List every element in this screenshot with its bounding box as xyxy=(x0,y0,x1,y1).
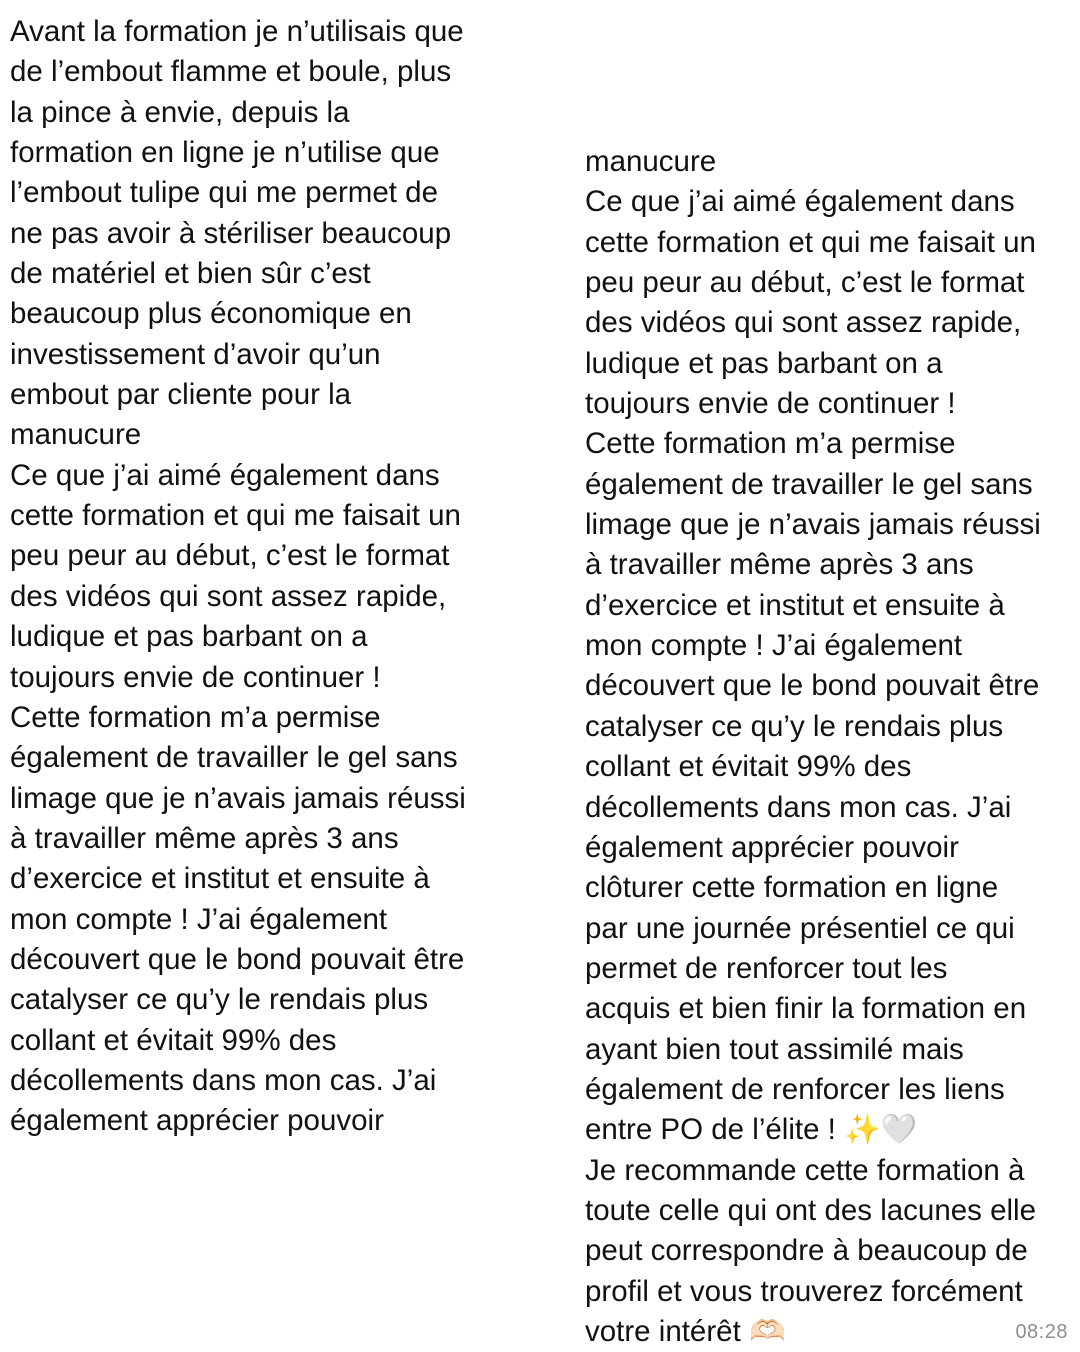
message-line: toujours envie de continuer ! xyxy=(585,387,956,421)
message-line: profil et vous trouverez forcément xyxy=(585,1274,1023,1308)
message-line: collant et évitait 99% des xyxy=(10,1023,337,1057)
message-line: par une journée présentiel ce qui xyxy=(585,911,1015,945)
message-line: à travailler même après 3 ans xyxy=(585,548,974,582)
message-line: toute celle qui ont des lacunes elle xyxy=(585,1193,1036,1227)
message-line: cette formation et qui me faisait un xyxy=(10,499,461,533)
message-line: décollements dans mon cas. J’ai xyxy=(585,790,1012,824)
message-line: catalyser ce qu’y le rendais plus xyxy=(10,983,429,1017)
message-line: cette formation et qui me faisait un xyxy=(585,225,1036,259)
message-line: peu peur au début, c’est le format xyxy=(10,539,450,573)
message-line: ayant bien tout assimilé mais xyxy=(585,1032,964,1066)
message-line: de l’embout flamme et boule, plus xyxy=(10,55,452,89)
message-text-right xyxy=(585,142,1080,1352)
message-line: des vidéos qui sont assez rapide, xyxy=(10,579,447,613)
message-line: entre PO de l’élite ! ✨🤍 xyxy=(585,1113,918,1147)
message-line: Ce que j’ai aimé également dans xyxy=(585,185,1015,219)
message-line: manucure xyxy=(585,145,717,178)
message-line: beaucoup plus économique en xyxy=(10,297,412,331)
message-line: la pince à envie, depuis la xyxy=(10,95,350,129)
message-line: Avant la formation je n’utilisais que xyxy=(10,15,464,48)
message-line: d’exercice et institut et ensuite à xyxy=(10,862,430,896)
message-line: à travailler même après 3 ans xyxy=(10,821,399,855)
message-line: décollements dans mon cas. J’ai xyxy=(10,1063,437,1097)
message-line: clôturer cette formation en ligne xyxy=(585,871,999,905)
message-line: collant et évitait 99% des xyxy=(585,750,912,784)
message-line: également apprécier pouvoir xyxy=(585,830,959,864)
message-line: catalyser ce qu’y le rendais plus xyxy=(585,709,1004,743)
message-bubble-right[interactable] xyxy=(575,140,1080,1350)
message-line: votre intérêt 🫶🏻 xyxy=(585,1314,786,1348)
message-line: limage que je n’avais jamais réussi xyxy=(585,508,1041,542)
message-line: d’exercice et institut et ensuite à xyxy=(585,588,1005,622)
message-line: découvert que le bond pouvait être xyxy=(10,942,465,976)
message-line: manucure xyxy=(10,418,142,452)
message-line: Cette formation m’a permise xyxy=(585,427,956,461)
message-line: ludique et pas barbant on a xyxy=(10,620,368,654)
message-line: mon compte ! J’ai également xyxy=(10,902,388,936)
message-line: peu peur au début, c’est le format xyxy=(585,266,1025,300)
message-line: des vidéos qui sont assez rapide, xyxy=(585,306,1022,340)
message-line: embout par cliente pour la xyxy=(10,378,352,412)
message-line: ludique et pas barbant on a xyxy=(585,346,943,380)
message-line: permet de renforcer tout les xyxy=(585,951,948,985)
message-timestamp: 08:28 xyxy=(1015,1321,1068,1343)
message-line: également de travailler le gel sans xyxy=(585,467,1033,501)
message-line: peut correspondre à beaucoup de xyxy=(585,1234,1028,1268)
message-text-left xyxy=(10,12,510,1142)
message-line: limage que je n’avais jamais réussi xyxy=(10,781,466,815)
message-line: Cette formation m’a permise xyxy=(10,700,381,734)
message-line: investissement d’avoir qu’un xyxy=(10,337,381,371)
message-line: acquis et bien finir la formation en xyxy=(585,992,1027,1026)
message-line: mon compte ! J’ai également xyxy=(585,629,963,663)
message-line: toujours envie de continuer ! xyxy=(10,660,381,694)
message-line: Ce que j’ai aimé également dans xyxy=(10,458,440,492)
message-line: de matériel et bien sûr c’est xyxy=(10,257,371,291)
message-line: découvert que le bond pouvait être xyxy=(585,669,1040,703)
message-line: l’embout tulipe qui me permet de xyxy=(10,176,438,210)
message-line: formation en ligne je n’utilise que xyxy=(10,136,440,170)
message-line: Je recommande cette formation à xyxy=(585,1153,1025,1187)
message-line: également apprécier pouvoir xyxy=(10,1104,384,1138)
message-line: également de travailler le gel sans xyxy=(10,741,458,775)
message-line: ne pas avoir à stériliser beaucoup xyxy=(10,216,452,250)
message-bubble-left[interactable] xyxy=(0,0,510,1150)
message-line: également de renforcer les liens xyxy=(585,1072,1005,1106)
